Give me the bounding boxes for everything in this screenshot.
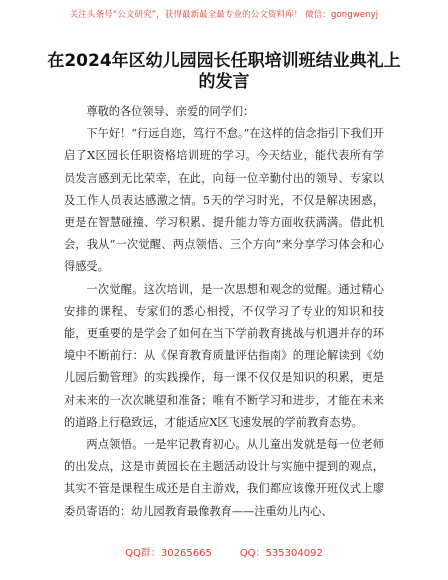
header-banner: 关注头条号“公文研究”，获得最新最全最专业的公文资料库！ 微信：gongwenyj (69, 10, 379, 20)
footer-qq: QQ：535304092 (239, 548, 323, 559)
document-body (64, 101, 384, 523)
salutation-paragraph: 尊敬的各位领导、亲爱的同学们： (86, 105, 255, 118)
footer-contact (0, 544, 448, 559)
document-title: 在2024年区幼儿园园长任职培训班结业典礼上的发言 (47, 51, 401, 92)
body-paragraph: 两点领悟。一是牢记教育初心。从儿童出发就是每一位老师的出发点，这是市黄园长在主题活动设计与实施中提到的观点，其实不管是课程生成还是自主游戏，我们都应该像开班仪式上廖委员寄语的：幼儿园教育最像教育——注重幼儿内心、 (64, 438, 384, 518)
footer-qq-group: QQ群：30265665 (125, 548, 212, 559)
body-paragraph: 一次觉醒。这次培训，是一次思想和观念的觉醒。通过精心安排的课程、专家们的悉心相授，不仅学习了专业的知识和技能，更重要的是学会了如何在当下学前教育挑战与机遇并存的环境中不断前行：从《保育教育质量评估指南》的理论解读到《幼儿园后勤管理》的实践操作，每一课不仅仅是知识的积累，更是对未来的一次次眺望和准备；唯有不断学习和进步，才能在未来的道路上行稳致远，才能适应X区飞速发展的学前教育态势。 (64, 282, 384, 429)
body-paragraph: 下午好！“行远自迩，笃行不怠。”在这样的信念指引下我们开启了X区园长任职资格培训班的学习。今天结业，能代表所有学员发言感到无比荣幸，在此，向每一位辛勤付出的领导、专家以及工作人员表达感激之情。5天的学习时光，不仅是解决困惑，更是在智慧碰撞、学习积累、提升能力等方面收获满满。借此机会，我从“一次觉醒、两点领悟、三个方向”来分享学习体会和心得感受。 (64, 127, 384, 274)
